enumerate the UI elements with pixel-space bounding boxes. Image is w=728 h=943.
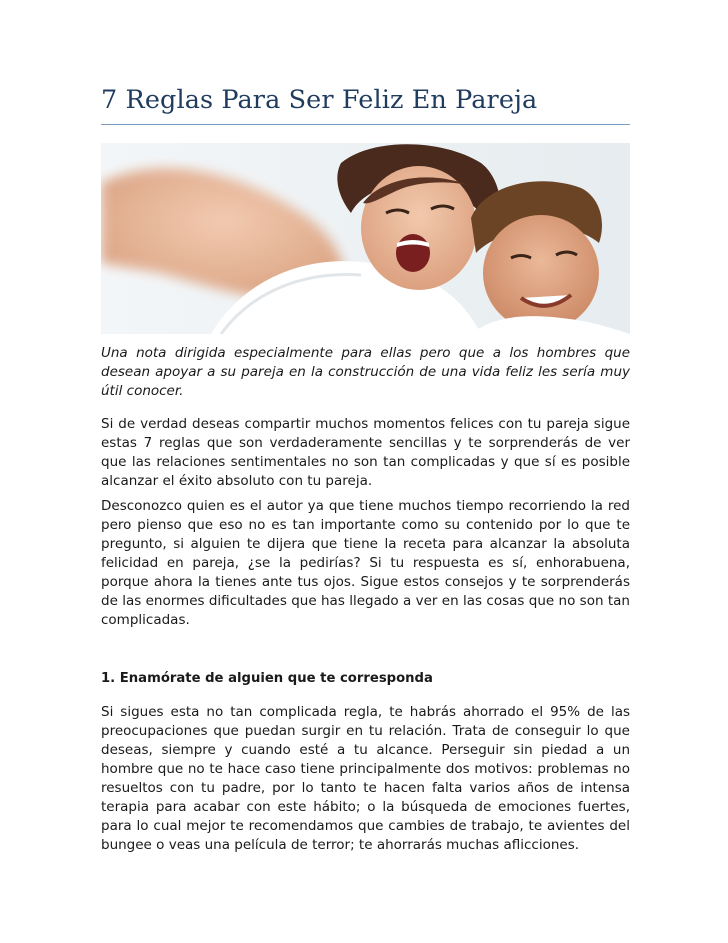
section-body-1: Si sigues esta no tan complicada regla, te habrás ahorrado el 95% de las preocupaciones que puedan surgir en tu relación. Trata de conseguir lo que deseas, siempre y cuando esté a tu alcance. Perseguir sin piedad a un hombre que no te hace caso tiene principalmente dos motivos: problemas no resueltos con tu padre, por lo tanto te hacen falta varios años de intensa terapia para acabar con este hábito; o la búsqueda de emociones fuertes, para lo cual mejor te recomendamos que cambies de trabajo, te avientes del bungee o veas una película de terror; te ahorrarás muchas aflicciones. [101,704,630,853]
page-title: 7 Reglas Para Ser Feliz En Pareja [101,85,538,115]
intro-paragraph: Una nota dirigida especialmente para ellas pero que a los hombres que desean apoyar a su pareja en la construcción de una vida feliz les sería muy útil conocer. [101,345,630,399]
section-heading-1: 1. Enamórate de alguien que te corresponda [101,671,433,686]
title-underline [101,124,630,125]
body-paragraph-2: Desconozco quien es el autor ya que tiene muchos tiempo recorriendo la red pero pienso que eso no es tan importante como su contenido por lo que te pregunto, si alguien te dijera que tiene la receta para alcanzar la absoluta felicidad en pareja, ¿se la pedirías? Si tu respuesta es sí, enhorabuena, porque ahora la tienes ante tus ojos. Sigue estos consejos y te sorprenderás de las enormes dificultades que has llegado a ver en las cosas que no son tan complicadas. [101,498,630,628]
couple-illustration [101,143,630,334]
body-paragraph-1: Si de verdad deseas compartir muchos momentos felices con tu pareja sigue estas 7 reglas que son verdaderamente sencillas y te sorprenderás de ver que las relaciones sentimentales no son tan complicadas y que sí es posible alcanzar el éxito absoluto con tu pareja. [101,416,630,489]
couple-photo [101,143,630,334]
